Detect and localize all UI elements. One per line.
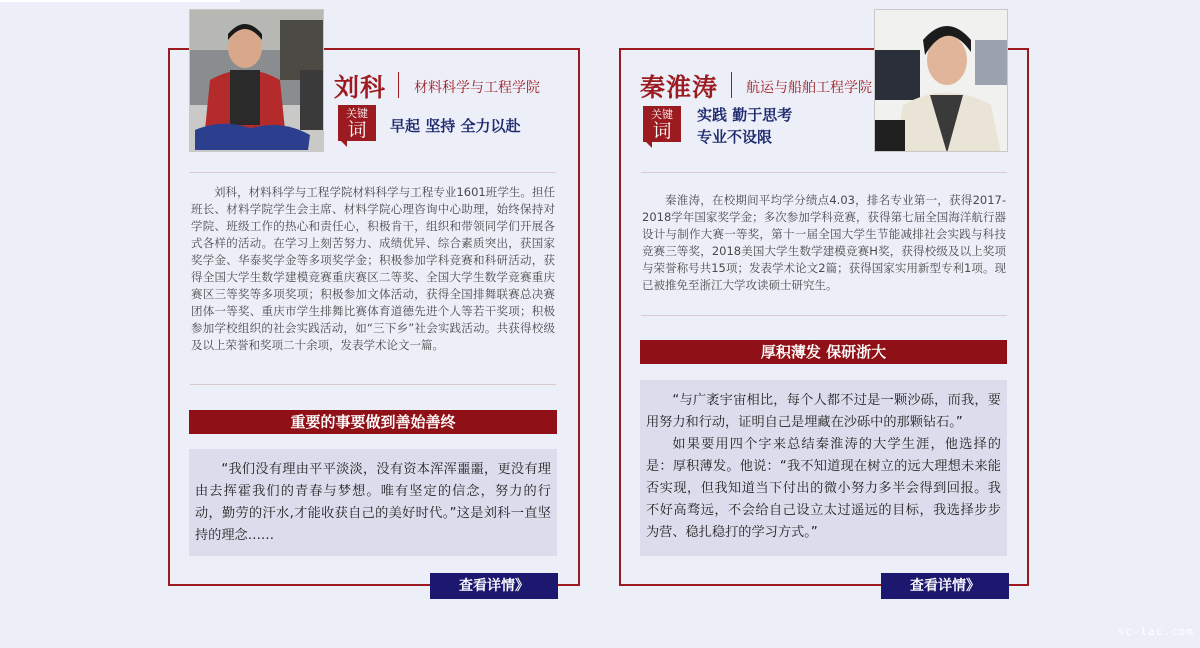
keywords: [697, 104, 792, 148]
quote-box: [640, 380, 1007, 556]
keyword-badge-label: 关键: [346, 107, 368, 120]
motto-banner: 重要的事要做到善始善终: [189, 410, 557, 434]
view-details-button[interactable]: 查看详情》: [430, 573, 558, 599]
name-divider: [398, 72, 399, 98]
name-divider: [731, 72, 732, 98]
divider: [641, 172, 1007, 173]
keyword-badge-label: 关键: [651, 108, 673, 121]
keyword-badge-char: 词: [652, 120, 672, 142]
quote-text: “与广袤宇宙相比，每个人都不过是一颗沙砾，而我，要用努力和行动，证明自己是埋藏在沙砾中的那颗钻石。”: [646, 393, 1001, 430]
divider: [190, 172, 556, 173]
student-name: 秦淮涛: [640, 73, 719, 102]
portrait-photo-liuke: [189, 9, 324, 152]
keyword-badge-char: 词: [347, 119, 367, 141]
keywords-line: 实践 勤于思考: [697, 106, 793, 124]
quote-box: [189, 449, 557, 556]
keyword-badge: [643, 106, 681, 142]
view-details-button[interactable]: 查看详情》: [881, 573, 1009, 599]
bio-text: 秦淮涛，在校期间平均学分绩点4.03，排名专业第一，获得2017-2018学年国家奖学金；多次参加学科竞赛，获得第七届全国海洋航行器设计与制作大赛一等奖，第十一届全国大学生节能减排社会实践与科技竞赛三等奖，2018美国大学生数学建模竞赛H奖，获得校级及以上奖项与荣誉称号共15项；发表学术论文2篇；获得国家实用新型专利1项。现已被推免至浙江大学攻读硕士研究生。: [642, 193, 1006, 292]
motto-banner: 厚积薄发 保研浙大: [640, 340, 1007, 364]
bio-text: 刘科，材料科学与工程学院材料科学与工程专业1601班学生。担任班长、材料学院学生会主席、材料学院心理咨询中心助理，始终保持对学院、班级工作的热心和责任心，积极肯干，组织和带领同学们开展各式各样的活动。在学习上刻苦努力、成绩优异、综合素质突出，获国家奖学金、华泰奖学金等多项奖学金；积极参加学科竞赛和科研活动，获得全国大学生数学建模竞赛重庆赛区二等奖、全国大学生数学竞赛重庆赛区三等奖等多项奖项；积极参加文体活动，获得全国排舞联赛总决赛团体一等奖、重庆市学生排舞比赛体育道德先进个人等若干奖项；积极参加学校组织的社会实践活动，如“三下乡”社会实践活动。共获得校级及以上荣誉和奖项二十余项，发表学术论文一篇。: [191, 185, 555, 352]
portrait-photo-qinhuaitao: [874, 9, 1008, 152]
keyword-badge: [338, 105, 376, 141]
college-name: 材料科学与工程学院: [414, 80, 540, 96]
divider: [190, 384, 556, 385]
quote-text: “我们没有理由平平淡淡，没有资本浑浑噩噩，更没有理由去挥霍我们的青春与梦想。唯有坚定的信念，努力的行动，勤劳的汗水,才能收获自己的美好时代。”这是刘科一直坚持的理念……: [195, 462, 551, 543]
top-decor-line: [0, 0, 240, 2]
college-name: 航运与船舶工程学院: [746, 80, 872, 96]
watermark: sc-lac.com: [1117, 625, 1194, 638]
student-name: 刘科: [334, 73, 387, 102]
divider: [641, 315, 1007, 316]
quote-text: 如果要用四个字来总结秦淮涛的大学生涯，他选择的是：厚积薄发。他说：“我不知道现在树立的远大理想未来能否实现，但我知道当下付出的微小努力多半会得到回报。我不好高骛远，不会给自己设立太过遥远的目标，我选择步步为营、稳扎稳打的学习方式。”: [646, 437, 1001, 540]
keywords-line: 专业不设限: [697, 128, 773, 146]
keywords: 早起 坚持 全力以赴: [390, 117, 521, 135]
